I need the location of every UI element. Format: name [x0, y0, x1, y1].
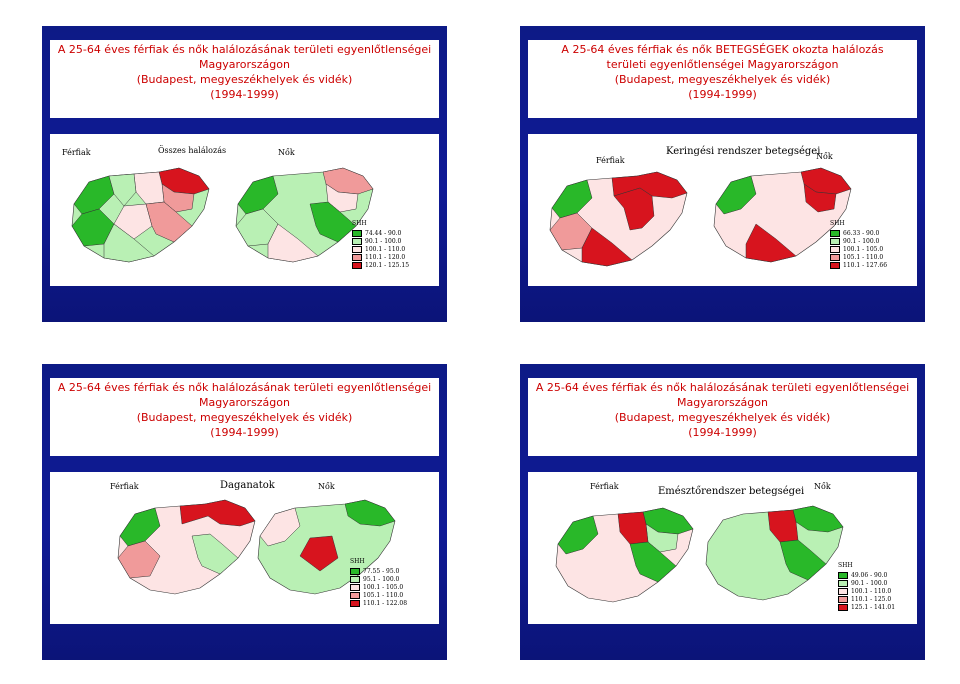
legend-swatch	[352, 262, 362, 269]
map-panel	[50, 134, 439, 286]
women-label: Nők	[278, 148, 295, 157]
legend-row	[350, 567, 407, 575]
slide-2-background	[520, 26, 925, 322]
legend-swatch	[830, 238, 840, 245]
legend-swatch	[352, 230, 362, 237]
men-label: Férfiak	[596, 156, 625, 165]
legend-swatch	[350, 576, 360, 583]
slide-1-title	[50, 40, 439, 118]
map-panel	[50, 472, 439, 624]
slide-3-title	[50, 378, 439, 456]
legend-row	[838, 603, 895, 611]
legend-label: 110.1 - 127.66	[843, 261, 888, 269]
legend-row	[352, 261, 409, 269]
legend-row	[838, 571, 895, 579]
legend	[352, 220, 409, 269]
legend-row	[350, 599, 407, 607]
legend-header: SHH	[350, 558, 365, 565]
legend-row	[352, 229, 409, 237]
legend-swatch	[350, 584, 360, 591]
slide-2[interactable]	[508, 14, 938, 334]
legend-row	[350, 575, 407, 583]
title-line: területi egyenlőtlenségei Magyarországon	[606, 58, 839, 71]
legend-header: SHH	[830, 220, 845, 227]
legend-swatch	[838, 580, 848, 587]
men-label: Férfiak	[590, 482, 619, 491]
legend-swatch	[838, 572, 848, 579]
legend-label: 77.55 - 95.0	[363, 567, 400, 575]
legend-swatch	[830, 262, 840, 269]
title-line: Magyarországon	[199, 396, 290, 409]
title-line: (1994-1999)	[210, 88, 279, 101]
legend	[838, 562, 895, 611]
legend-swatch	[350, 592, 360, 599]
map-panel	[528, 134, 917, 286]
slide-1[interactable]	[30, 14, 460, 334]
topic-label: Keringési rendszer betegségei	[666, 146, 821, 157]
legend-row	[830, 237, 887, 245]
topic-label: Emésztőrendszer betegségei	[658, 486, 805, 497]
title-line: (Budapest, megyeszékhelyek és vidék)	[136, 73, 353, 86]
title-line: A 25-64 éves férfiak és nők halálozásának területi egyenlőtlenségei	[535, 381, 910, 394]
topic-label: Összes halálozás	[158, 146, 227, 155]
legend-label: 100.1 - 110.0	[365, 245, 406, 253]
legend-swatch	[830, 254, 840, 261]
legend-row	[350, 591, 407, 599]
legend-swatch	[838, 604, 848, 611]
legend	[350, 558, 407, 607]
men-label: Férfiak	[62, 148, 91, 157]
women-label: Nők	[816, 152, 833, 161]
legend-swatch	[352, 254, 362, 261]
hungary-map-men	[548, 504, 698, 609]
legend-swatch	[352, 246, 362, 253]
title-line: A 25-64 éves férfiak és nők BETEGSÉGEK okozta halálozás	[561, 43, 884, 56]
legend-label: 100.1 - 110.0	[851, 587, 892, 595]
legend-row	[352, 237, 409, 245]
legend-label: 100.1 - 105.0	[843, 245, 884, 253]
map-panel	[528, 472, 917, 624]
legend-label: 74.44 - 90.0	[365, 229, 402, 237]
title-line: (1994-1999)	[210, 426, 279, 439]
legend-row	[838, 595, 895, 603]
slide-4-background	[520, 364, 925, 660]
title-line: (1994-1999)	[688, 426, 757, 439]
women-label: Nők	[318, 482, 335, 491]
legend-label: 120.1 - 125.15	[365, 261, 410, 269]
slide-4[interactable]	[508, 352, 938, 672]
legend-row	[838, 579, 895, 587]
legend-label: 95.1 - 100.0	[363, 575, 400, 583]
legend-swatch	[838, 588, 848, 595]
legend-row	[830, 253, 887, 261]
legend-label: 125.1 - 141.01	[851, 603, 896, 611]
hungary-map-men	[542, 168, 692, 273]
topic-label: Daganatok	[220, 480, 275, 491]
slide-2-title	[528, 40, 917, 118]
legend-row	[838, 587, 895, 595]
hungary-map-men	[64, 164, 214, 269]
slide-4-title	[528, 378, 917, 456]
legend-row	[830, 229, 887, 237]
legend-row	[350, 583, 407, 591]
legend-label: 66.33 - 90.0	[843, 229, 880, 237]
title-line: A 25-64 éves férfiak és nők halálozásának területi egyenlőtlenségei	[57, 43, 432, 56]
title-line: A 25-64 éves férfiak és nők halálozásának területi egyenlőtlenségei	[57, 381, 432, 394]
slide-1-background	[42, 26, 447, 322]
legend-label: 49.06 - 90.0	[851, 571, 888, 579]
legend-label: 90.1 - 100.0	[851, 579, 888, 587]
legend-row	[352, 253, 409, 261]
legend-swatch	[350, 600, 360, 607]
hungary-map-men	[110, 496, 260, 601]
legend-swatch	[352, 238, 362, 245]
legend-label: 105.1 - 110.0	[843, 253, 884, 261]
legend-swatch	[838, 596, 848, 603]
slide-3[interactable]	[30, 352, 460, 672]
title-line: (Budapest, megyeszékhelyek és vidék)	[614, 73, 831, 86]
hungary-map-women	[698, 502, 848, 607]
legend	[830, 220, 887, 269]
title-line: Magyarországon	[677, 396, 768, 409]
legend-swatch	[830, 246, 840, 253]
legend-label: 90.1 - 100.0	[843, 237, 880, 245]
legend-label: 90.1 - 100.0	[365, 237, 402, 245]
title-line: (1994-1999)	[688, 88, 757, 101]
slide-3-background	[42, 364, 447, 660]
legend-row	[352, 245, 409, 253]
legend-swatch	[830, 230, 840, 237]
legend-label: 100.1 - 105.0	[363, 583, 404, 591]
legend-label: 110.1 - 120.0	[365, 253, 406, 261]
legend-header: SHH	[352, 220, 367, 227]
legend-label: 105.1 - 110.0	[363, 591, 404, 599]
legend-label: 110.1 - 125.0	[851, 595, 892, 603]
women-label: Nők	[814, 482, 831, 491]
legend-swatch	[350, 568, 360, 575]
title-line: Magyarországon	[199, 58, 290, 71]
title-line: (Budapest, megyeszékhelyek és vidék)	[136, 411, 353, 424]
men-label: Férfiak	[110, 482, 139, 491]
legend-header: SHH	[838, 562, 853, 569]
legend-row	[830, 261, 887, 269]
legend-row	[830, 245, 887, 253]
legend-label: 110.1 - 122.08	[363, 599, 408, 607]
title-line: (Budapest, megyeszékhelyek és vidék)	[614, 411, 831, 424]
